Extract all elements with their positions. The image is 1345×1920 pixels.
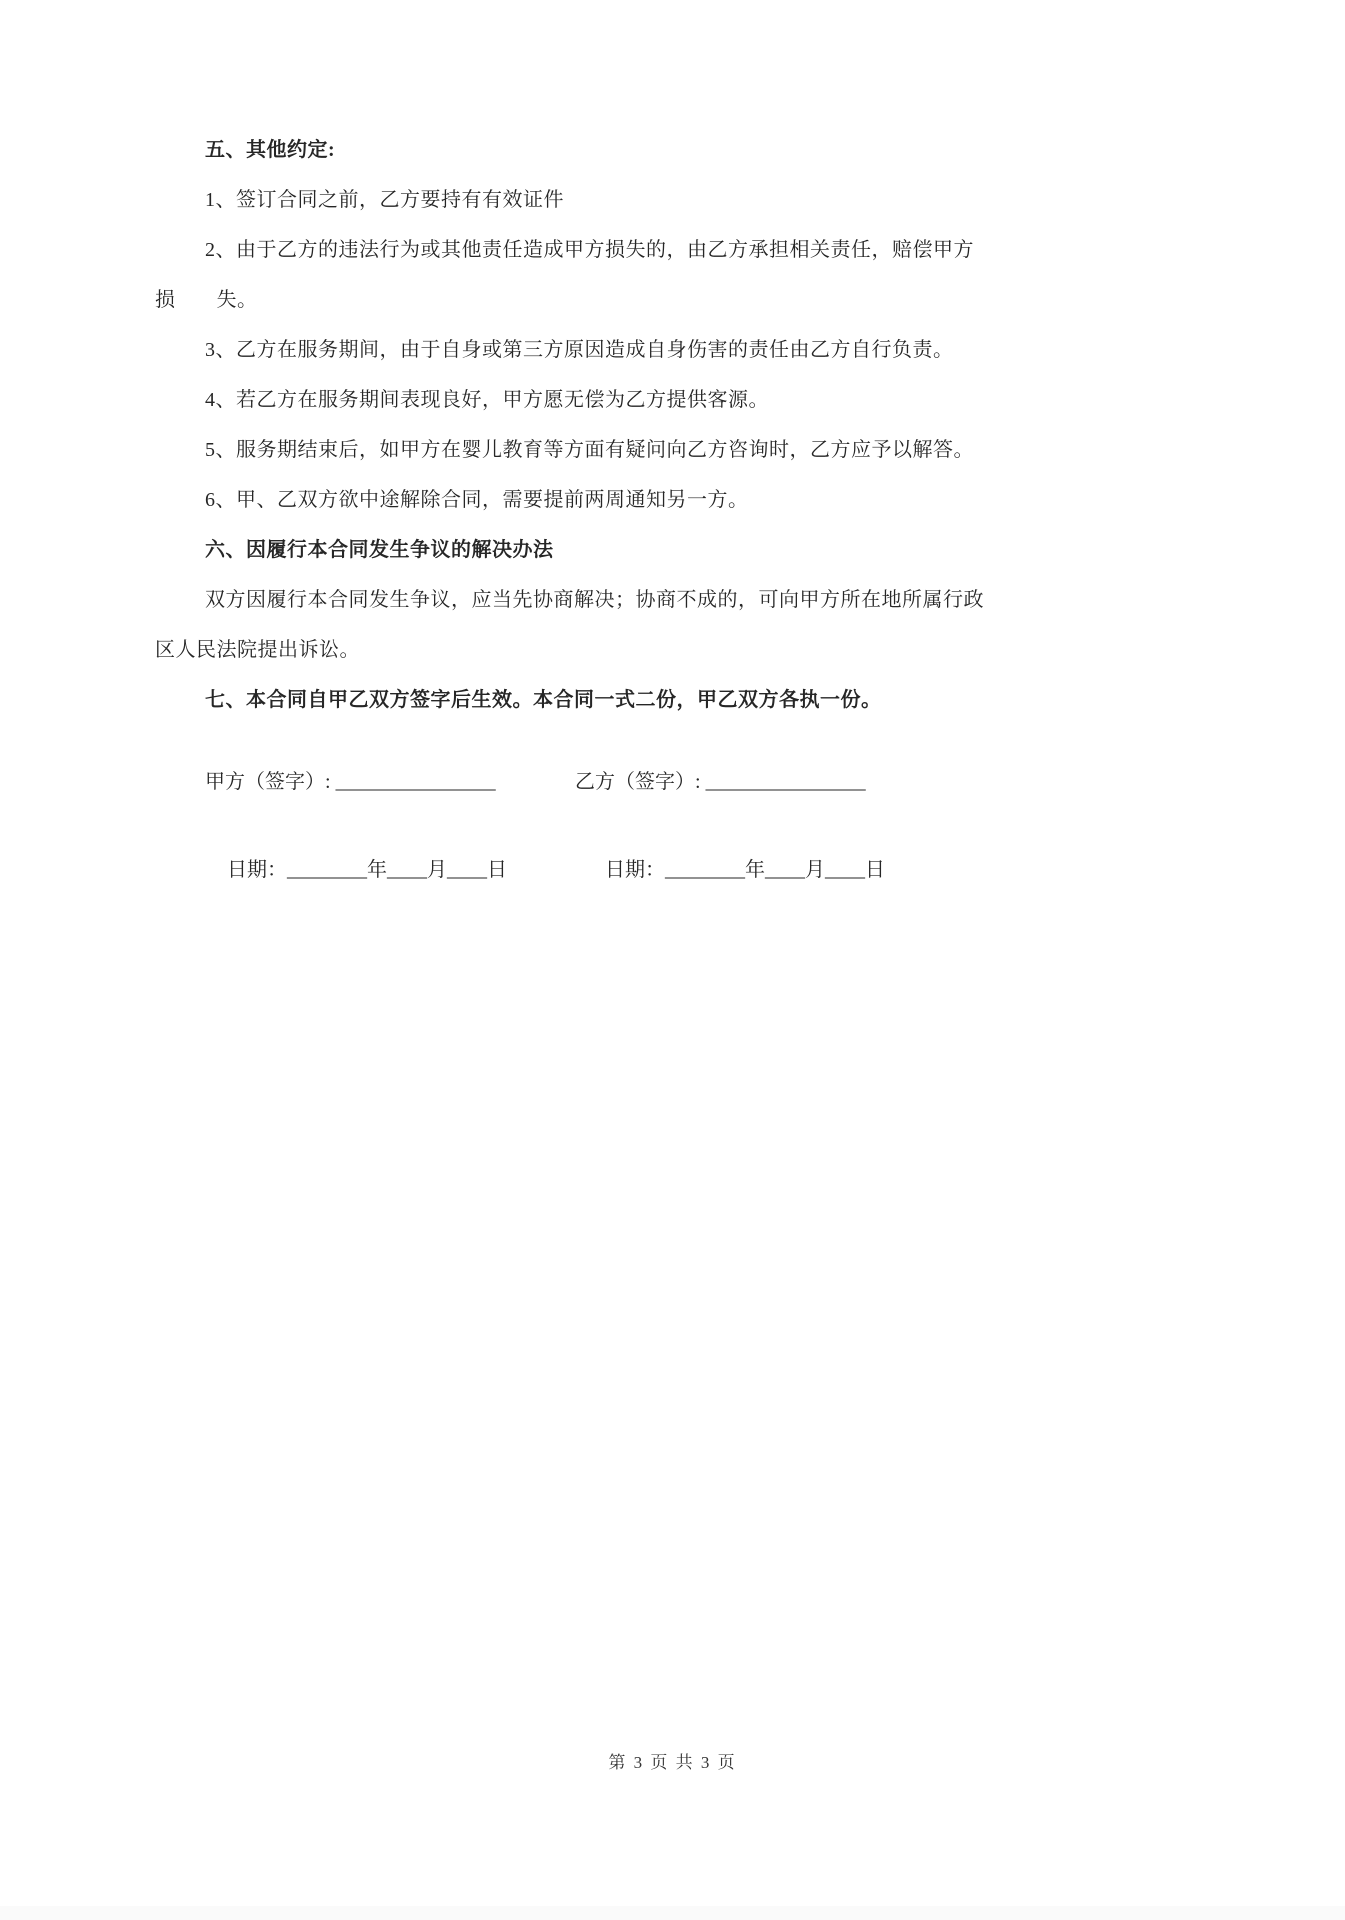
contract-body xyxy=(155,140,1285,882)
page-bottom-edge xyxy=(0,1906,1345,1920)
clause-1: 1、签订合同之前，乙方要持有有效证件 xyxy=(205,189,564,211)
party-b-signature-label: 乙方（签字）: xyxy=(575,771,706,793)
clause-4: 4、若乙方在服务期间表现良好，甲方愿无偿为乙方提供客源。 xyxy=(205,389,769,411)
party-a-signature-line: ________________ xyxy=(335,771,496,793)
party-b-signature-block xyxy=(575,770,866,794)
section-heading-dispute-resolution: 六、因履行本合同发生争议的解决办法 xyxy=(205,539,554,561)
dispute-paragraph-continuation: 区人民法院提出诉讼。 xyxy=(155,639,360,661)
dispute-paragraph: 双方因履行本合同发生争议，应当先协商解决；协商不成的，可向甲方所在地所属行政 xyxy=(205,589,984,611)
clause-3: 3、乙方在服务期间，由于自身或第三方原因造成自身伤害的责任由乙方自行负责。 xyxy=(205,339,954,361)
party-b-date: 日期：________年____月____日 xyxy=(605,859,885,881)
section-heading-other-terms: 五、其他约定: xyxy=(205,139,336,161)
party-b-signature-line: ________________ xyxy=(705,771,866,793)
party-a-signature-block xyxy=(205,770,575,794)
clause-5: 5、服务期结束后，如甲方在婴儿教育等方面有疑问向乙方咨询时，乙方应予以解答。 xyxy=(205,439,974,461)
party-a-date: 日期：________年____月____日 xyxy=(227,859,507,881)
clause-2: 2、由于乙方的违法行为或其他责任造成甲方损失的，由乙方承担相关责任，赔偿甲方 xyxy=(205,239,974,261)
signature-row xyxy=(155,770,1285,794)
clause-2-continuation: 损 失。 xyxy=(155,289,258,311)
page-footer: 第 3 页 共 3 页 xyxy=(608,1753,737,1772)
clause-6: 6、甲、乙双方欲中途解除合同，需要提前两周通知另一方。 xyxy=(205,489,749,511)
party-a-signature-label: 甲方（签字）: xyxy=(205,771,336,793)
date-row xyxy=(155,858,1285,882)
section-heading-effectiveness: 七、本合同自甲乙双方签字后生效。本合同一式二份，甲乙双方各执一份。 xyxy=(205,689,882,711)
